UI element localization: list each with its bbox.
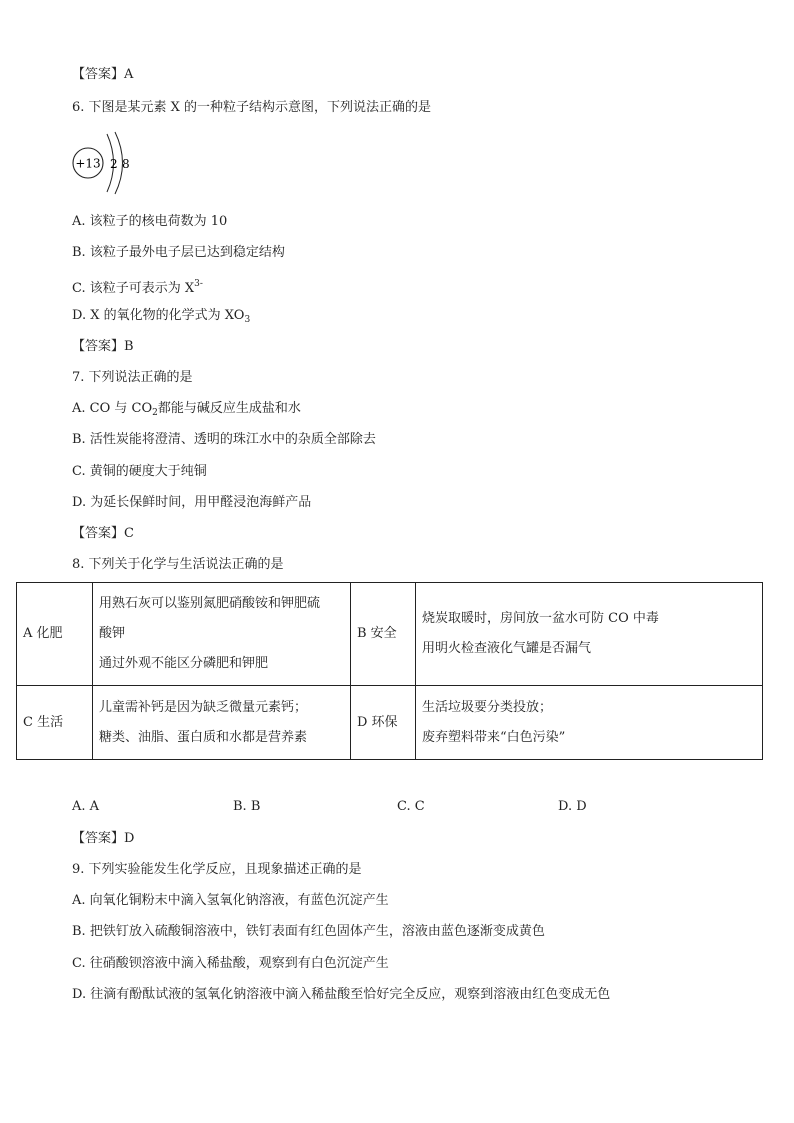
- q9-option-d: D. 往滴有酚酞试液的氢氧化钠溶液中滴入稀盐酸至恰好完全反应，观察到溶液由红色变成无色: [72, 987, 611, 1002]
- cell-label-d: D 环保: [351, 686, 416, 760]
- cell-content-d: [416, 686, 763, 760]
- q6-option-b: B. 该粒子最外电子层已达到稳定结构: [72, 245, 285, 260]
- answer-line-q7: [72, 525, 134, 543]
- cell-label-a: A 化肥: [17, 583, 93, 686]
- question-8-stem: 8. 下列关于化学与生活说法正确的是: [72, 557, 284, 572]
- cell-label-c: C 生活: [17, 686, 93, 760]
- cell-line: 用明火检查液化气罐是否漏气: [422, 641, 592, 656]
- nucleus-charge: +13: [75, 156, 101, 171]
- q6-option-c: [72, 275, 203, 298]
- q8-choice-a: A. A: [72, 799, 100, 814]
- question-6-stem: 6. 下图是某元素 X 的一种粒子结构示意图，下列说法正确的是: [72, 100, 432, 115]
- ion-charge-superscript: 3-: [194, 279, 203, 289]
- answer-line-q5: [72, 66, 133, 84]
- cell-content-b: [416, 583, 763, 686]
- q7-option-c: C. 黄铜的硬度大于纯铜: [72, 464, 207, 479]
- q9-option-c: C. 往硝酸钡溶液中滴入稀盐酸，观察到有白色沉淀产生: [72, 956, 389, 971]
- q6-option-c-text: C. 该粒子可表示为 X: [72, 281, 195, 296]
- formula-subscript: 2: [152, 408, 158, 418]
- table-row: [17, 583, 763, 686]
- table-row: [17, 686, 763, 760]
- answer-label: 【答案】: [72, 339, 125, 354]
- shell-2-electrons: 8: [122, 157, 130, 171]
- cell-line: 酸钾: [99, 626, 126, 641]
- answer-line-q8: [72, 830, 134, 848]
- q7-option-a-post: 都能与碱反应生成盐和水: [157, 401, 301, 416]
- question-9-stem: 9. 下列实验能发生化学反应，且现象描述正确的是: [72, 862, 362, 877]
- q8-choice-b: B. B: [233, 799, 261, 814]
- answer-value: C: [124, 526, 134, 541]
- answer-value: B: [124, 339, 134, 354]
- cell-line: 通过外观不能区分磷肥和钾肥: [99, 656, 269, 671]
- q8-options-table: [16, 582, 763, 760]
- answer-value: A: [124, 67, 134, 82]
- atom-structure-diagram: [72, 128, 142, 198]
- q6-option-d: [72, 307, 250, 329]
- answer-label: 【答案】: [72, 526, 125, 541]
- q7-option-a-pre: A. CO 与 CO: [72, 401, 153, 416]
- formula-subscript: 3: [244, 315, 251, 325]
- cell-line: 烧炭取暖时，房间放一盆水可防 CO 中毒: [422, 611, 659, 626]
- q7-option-b: B. 活性炭能将澄清、透明的珠江水中的杂质全部除去: [72, 432, 376, 447]
- cell-line: 生活垃圾要分类投放；: [422, 699, 553, 715]
- cell-content-a: [93, 583, 351, 686]
- shell-1-electrons: 2: [110, 157, 118, 171]
- q7-option-d: D. 为延长保鲜时间，用甲醛浸泡海鲜产品: [72, 495, 312, 510]
- cell-line: 儿童需补钙是因为缺乏微量元素钙；: [99, 699, 308, 715]
- q8-choice-d: D. D: [558, 799, 587, 814]
- cell-line: 废弃塑料带来“白色污染”: [422, 729, 566, 745]
- answer-value: D: [124, 831, 135, 846]
- q8-choice-c: C. C: [397, 799, 425, 814]
- q9-option-b: B. 把铁钉放入硫酸铜溶液中，铁钉表面有红色固体产生，溶液由蓝色逐渐变成黄色: [72, 924, 545, 939]
- answer-label: 【答案】: [72, 67, 125, 82]
- cell-line: 用熟石灰可以鉴别氮肥硝酸铵和钾肥硫: [99, 596, 321, 611]
- q9-option-a: A. 向氧化铜粉末中滴入氢氧化钠溶液，有蓝色沉淀产生: [72, 893, 389, 908]
- q6-option-a: A. 该粒子的核电荷数为 10: [72, 214, 228, 229]
- cell-line: 糖类、油脂、蛋白质和水都是营养素: [99, 729, 308, 745]
- cell-content-c: [93, 686, 351, 760]
- question-7-stem: 7. 下列说法正确的是: [72, 370, 193, 385]
- answer-label: 【答案】: [72, 831, 125, 846]
- q7-option-a: [72, 400, 301, 422]
- answer-line-q6: [72, 338, 134, 356]
- cell-label-b: B 安全: [351, 583, 416, 686]
- q6-option-d-text: D. X 的氧化物的化学式为 XO: [72, 308, 245, 323]
